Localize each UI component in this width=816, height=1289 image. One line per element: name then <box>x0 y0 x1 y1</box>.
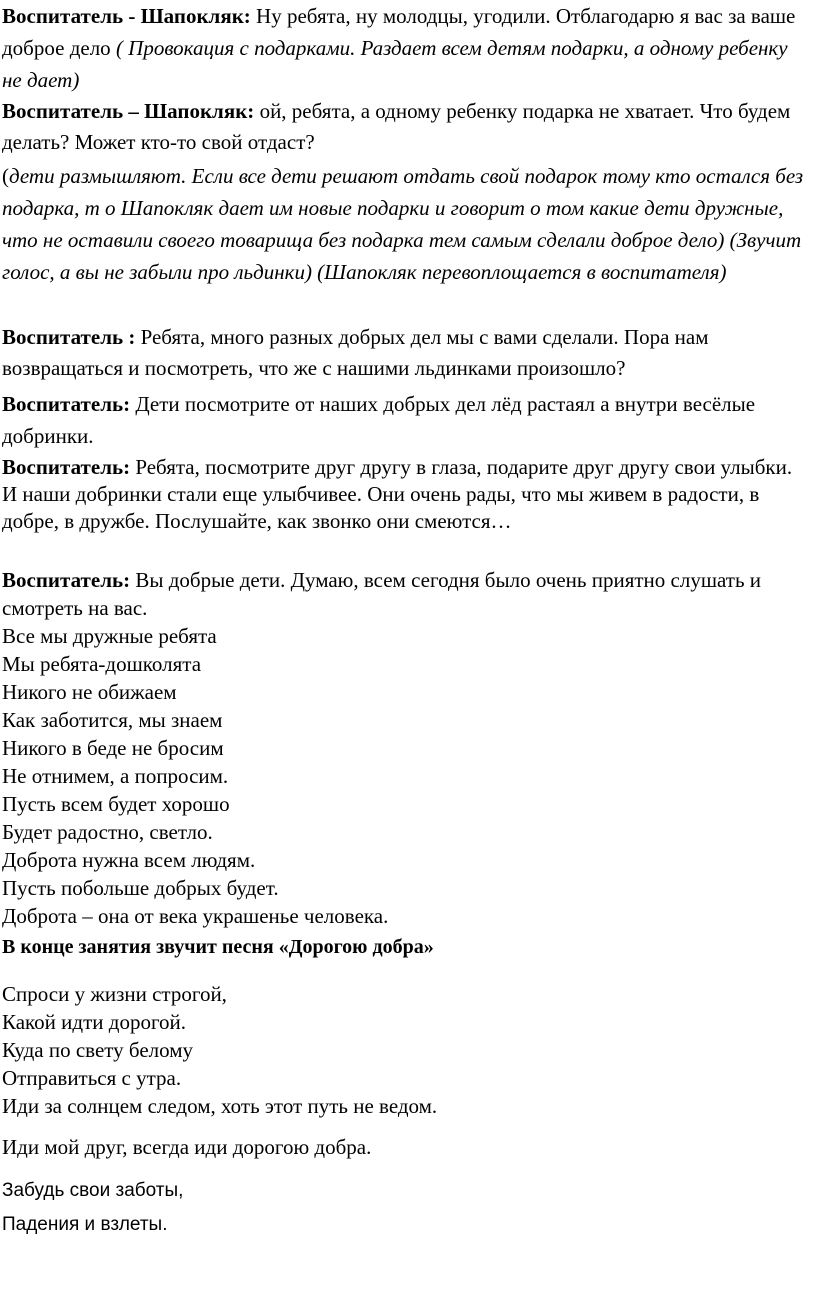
stage-direction: дети размышляют. Если все дети решают отдать свой подарок тому кто остался без подарка, т о Шапокляк дает им новые подарки и говорит о том какие дети дружные, что не оставили своего товарища без подарка тем самым сделали доброе дело) (Звучит голос, а вы не забыли про льдинки) (Шапокляк перевоплощается в воспитателя) <box>2 164 804 284</box>
song-verse <box>0 980 437 1120</box>
song-chorus: Иди мой друг, всегда иди дорогою добра. <box>2 1135 372 1159</box>
song-line: Спроси у жизни строгой, <box>2 982 227 1006</box>
speech-text: Ну ребята, ну молодцы, угодили. Отблагодарю я вас за ваше доброе дело <box>2 4 796 60</box>
poem-line: Доброта нужна всем людям. <box>2 848 256 872</box>
speech-text: Ребята, много разных добрых дел мы с вами сделали. Пора нам возвращаться и посмотреть, что же с нашими льдинками произошло? <box>2 325 709 380</box>
paragraph-good-children <box>0 566 810 622</box>
song-title: В конце занятия звучит песня «Дорогою добра» <box>2 936 434 958</box>
speaker-label: Воспитатель - Шапокляк: <box>2 4 251 28</box>
speech-text: Вы добрые дети. Думаю, всем сегодня было очень приятно слушать и смотреть на вас. <box>2 568 762 620</box>
paragraph-ice-melted <box>0 388 810 452</box>
poem-line: Доброта – она от века украшенье человека. <box>2 904 389 928</box>
paragraph-stage-direction <box>0 160 810 288</box>
poem-line: Пусть всем будет хорошо <box>2 792 230 816</box>
poem <box>0 622 388 930</box>
stage-direction: ( Провокация с подарками. Раздает всем детям подарки, а одному ребенку не дает) <box>2 36 788 92</box>
poem-line: Никого не обижаем <box>2 680 177 704</box>
song-line: Иди за солнцем следом, хоть этот путь не ведом. <box>2 1094 438 1118</box>
song-line: Отправиться с утра. <box>2 1066 182 1090</box>
speaker-label: Воспитатель: <box>2 568 131 592</box>
speaker-label: Воспитатель : <box>2 325 136 349</box>
song-line: Какой идти дорогой. <box>2 1010 187 1034</box>
paragraph-return-to-ice <box>0 322 810 384</box>
speaker-label: Воспитатель: <box>2 455 131 479</box>
paragraph-shapoklyak-gifts <box>0 0 810 96</box>
speech-text: Ребята, посмотрите друг другу в глаза, подарите друг другу свои улыбки. И наши добринки стали еще улыбчивее. Они очень рады, что мы живем в радости, в добре, в дружбе. Послушайте, как звонко они смеются… <box>2 455 793 533</box>
poem-line: Не отнимем, а попросим. <box>2 764 229 788</box>
poem-line: Никого в беде не бросим <box>2 736 224 760</box>
speech-text: Дети посмотрите от наших добрых дел лёд растаял а внутри весёлые добринки. <box>2 392 756 448</box>
speaker-label: Воспитатель: <box>2 392 131 416</box>
poem-line: Пусть побольше добрых будет. <box>2 876 279 900</box>
speaker-label: Воспитатель – Шапокляк: <box>2 99 255 123</box>
poem-line: Как заботится, мы знаем <box>2 708 223 732</box>
poem-line: Мы ребята-дошколята <box>2 652 202 676</box>
song-line-sans: Забудь свои заботы, <box>2 1180 184 1201</box>
speech-text: ой, ребята, а одному ребенку подарка не хватает. Что будем делать? Может кто-то свой отдаст? <box>2 99 791 154</box>
song-line-sans: Падения и взлеты. <box>2 1214 168 1235</box>
paragraph-missing-gift <box>0 96 810 158</box>
paragraph-smiles <box>0 454 810 535</box>
song-line: Куда по свету белому <box>2 1038 194 1062</box>
poem-line: Будет радостно, светло. <box>2 820 213 844</box>
poem-line: Все мы дружные ребята <box>2 624 217 648</box>
open-paren: ( <box>2 164 9 188</box>
